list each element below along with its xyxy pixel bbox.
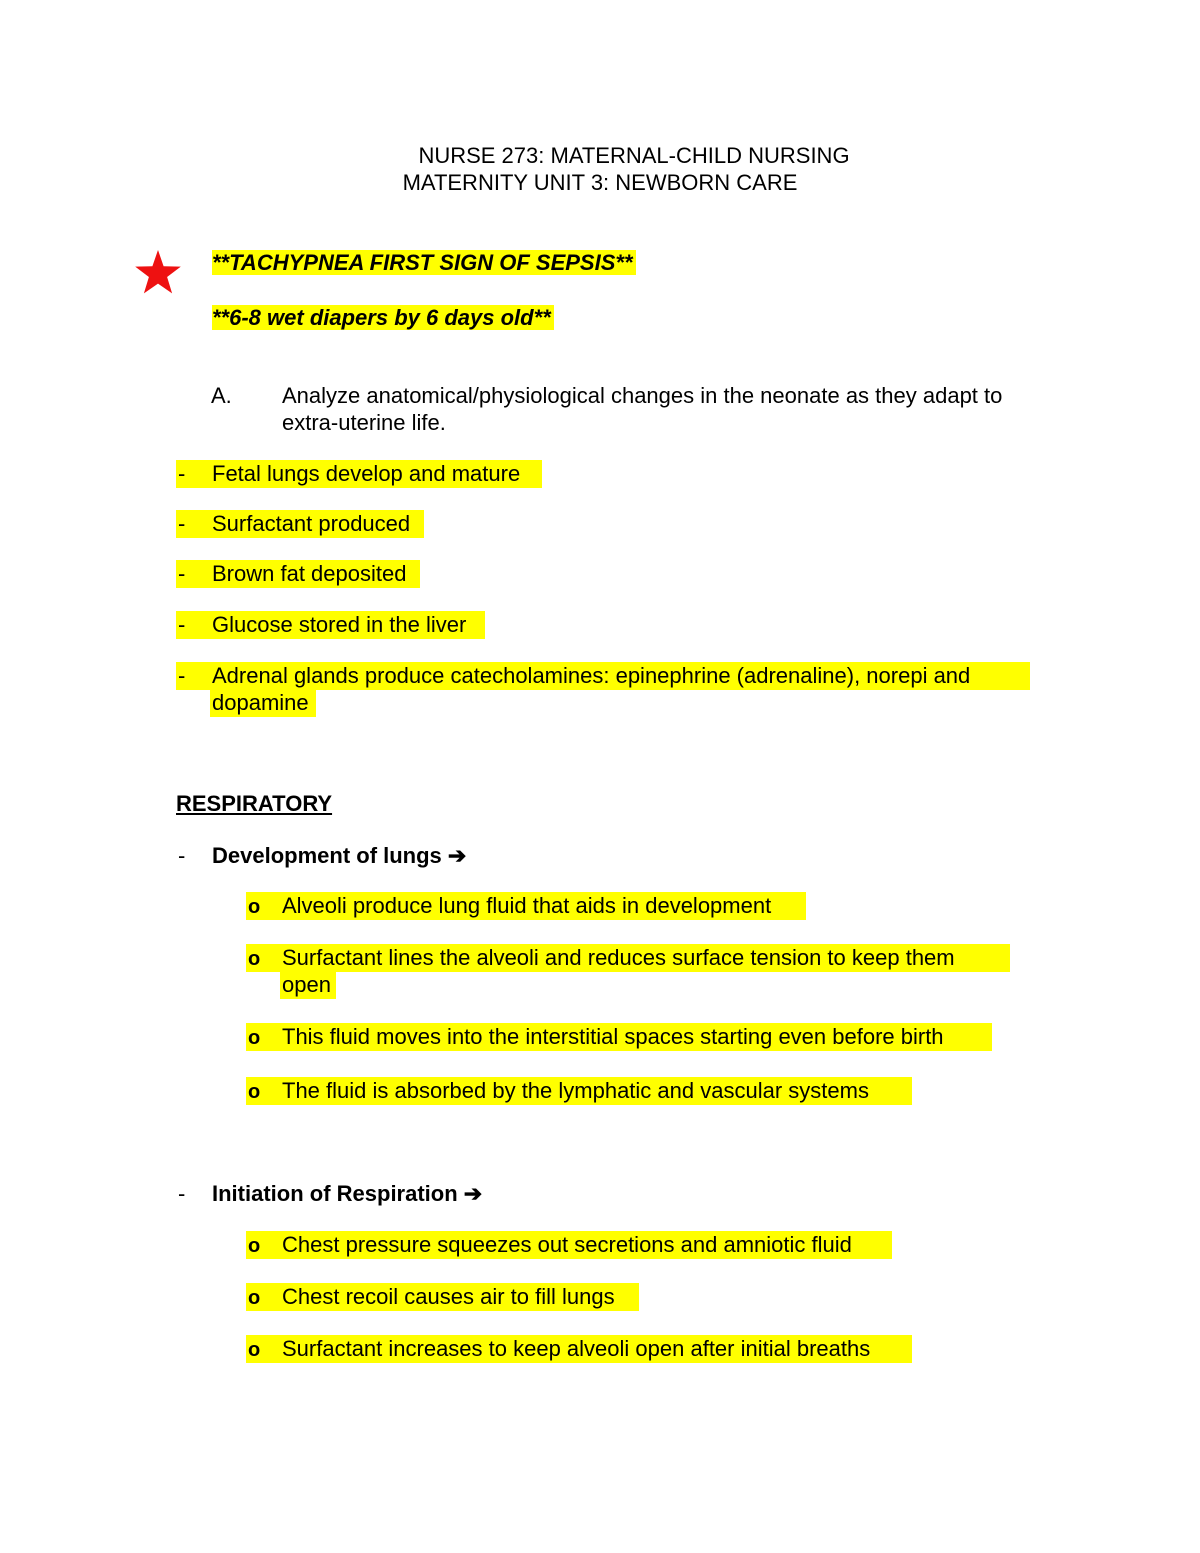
list-item-text: Surfactant produced bbox=[212, 511, 411, 536]
list-item-text: Glucose stored in the liver bbox=[212, 612, 467, 637]
list-item-text: Adrenal glands produce catecholamines: epinephrine (adrenaline), norepi and bbox=[212, 663, 971, 688]
dash-bullet: - bbox=[178, 663, 186, 688]
list-item-text: Brown fat deposited bbox=[212, 561, 407, 586]
dash-bullet: - bbox=[178, 461, 186, 486]
circle-bullet: o bbox=[248, 896, 261, 918]
list-item-text: This fluid moves into the interstitial spaces starting even before birth bbox=[282, 1024, 944, 1049]
list-item-text: Surfactant increases to keep alveoli open after initial breaths bbox=[282, 1336, 871, 1361]
list-item-text: Fetal lungs develop and mature bbox=[212, 461, 521, 486]
list-item-text: Chest pressure squeezes out secretions and amniotic fluid bbox=[282, 1232, 852, 1257]
circle-bullet: o bbox=[248, 1235, 261, 1257]
objective-line-1: Analyze anatomical/physiological changes in the neonate as they adapt to bbox=[282, 383, 1003, 408]
list-item-text: Surfactant lines the alveoli and reduces surface tension to keep them bbox=[282, 945, 955, 970]
dash-bullet: - bbox=[178, 612, 186, 637]
document-subtitle: MATERNITY UNIT 3: NEWBORN CARE bbox=[402, 170, 798, 195]
sepsis-callout-text: **TACHYPNEA FIRST SIGN OF SEPSIS** bbox=[212, 250, 636, 275]
dash-bullet: - bbox=[178, 843, 186, 868]
list-item-text: Chest recoil causes air to fill lungs bbox=[282, 1284, 615, 1309]
list-item-text: Alveoli produce lung fluid that aids in development bbox=[282, 893, 772, 918]
diapers-callout-text: **6-8 wet diapers by 6 days old** bbox=[212, 305, 554, 330]
red-star-icon bbox=[134, 248, 182, 296]
objective-letter: A. bbox=[211, 383, 232, 408]
subheading-development-of-lungs: Development of lungs ➔ bbox=[212, 843, 467, 868]
subheading-initiation-of-respiration: Initiation of Respiration ➔ bbox=[212, 1181, 483, 1206]
circle-bullet: o bbox=[248, 1339, 261, 1361]
diapers-callout bbox=[212, 304, 554, 332]
list-item-text: The fluid is absorbed by the lymphatic and vascular systems bbox=[282, 1078, 869, 1103]
circle-bullet: o bbox=[248, 1287, 261, 1309]
circle-bullet: o bbox=[248, 1081, 261, 1103]
dash-bullet: - bbox=[178, 511, 186, 536]
document-title: NURSE 273: MATERNAL-CHILD NURSING bbox=[418, 143, 850, 168]
list-item-text-continued: dopamine bbox=[212, 690, 309, 715]
list-item-text-continued: open bbox=[282, 972, 331, 997]
dash-bullet: - bbox=[178, 561, 186, 586]
objective-line-2: extra-uterine life. bbox=[282, 410, 446, 435]
sepsis-callout bbox=[212, 249, 636, 277]
dash-bullet: - bbox=[178, 1181, 186, 1206]
section-heading-respiratory: RESPIRATORY bbox=[176, 791, 333, 816]
circle-bullet: o bbox=[248, 1027, 261, 1049]
circle-bullet: o bbox=[248, 948, 261, 970]
